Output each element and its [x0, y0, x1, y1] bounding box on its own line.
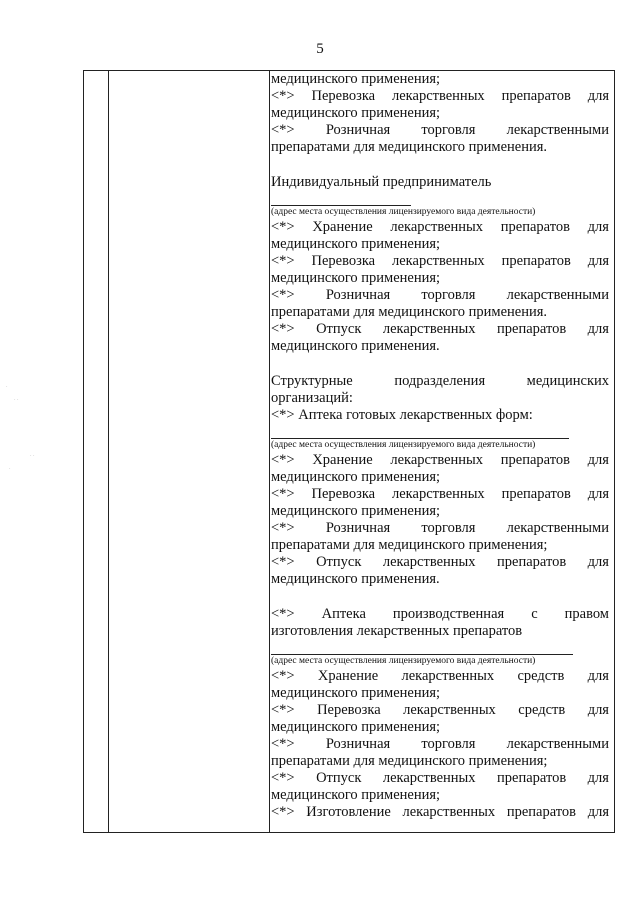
word: Розничная [325, 122, 391, 138]
text-line: медицинского применения; [271, 469, 441, 485]
scan-speck: . [9, 465, 11, 471]
word: Хранение [317, 668, 379, 684]
justified-line [271, 520, 609, 537]
text-line: медицинского применения; [271, 236, 441, 252]
table-column-divider [108, 71, 109, 832]
justified-line [271, 122, 609, 139]
word: <*> [271, 452, 295, 468]
scan-speck: . [6, 383, 8, 389]
table-column-divider [269, 71, 270, 832]
address-caption: (адрес места осуществления лицензируемого вида деятельности) [271, 656, 536, 666]
text-line: медицинского применения; [271, 685, 441, 701]
justified-line [271, 770, 609, 787]
word: Розничная [325, 736, 391, 752]
word: Отпуск [316, 554, 362, 570]
justified-line [271, 606, 609, 623]
word: препаратов [501, 88, 571, 104]
word: препаратов [500, 452, 570, 468]
justified-line [271, 668, 609, 685]
word: для [587, 804, 609, 820]
word: для [587, 702, 609, 718]
text-line: медицинского применения. [271, 338, 440, 354]
word: для [587, 554, 609, 570]
word: торговля [421, 287, 476, 303]
word: с [531, 606, 538, 622]
word: препаратов [506, 804, 577, 820]
word: Хранение [312, 452, 373, 468]
justified-line [271, 486, 609, 503]
word: торговля [421, 520, 476, 536]
word: <*> [271, 88, 295, 104]
word: Розничная [325, 520, 391, 536]
justified-line [271, 219, 609, 236]
scan-speck: . . [30, 452, 35, 458]
justified-line [271, 702, 609, 719]
word: Хранение [312, 219, 373, 235]
word: для [587, 668, 609, 684]
word: <*> [271, 219, 295, 235]
word: препаратов [497, 554, 567, 570]
section-title-production-pharmacy: изготовления лекарственных препаратов [271, 623, 523, 639]
word: подразделения [394, 373, 486, 389]
justified-line [271, 287, 609, 304]
word: лекарственными [506, 287, 609, 303]
justified-line [271, 736, 609, 753]
word: <*> [271, 253, 295, 269]
text-line: медицинского применения; [271, 270, 441, 286]
section-title-pharmacy: <*> Аптека готовых лекарственных форм: [271, 407, 533, 423]
word: средств [518, 702, 566, 718]
word: препаратов [500, 219, 570, 235]
word: Отпуск [316, 770, 362, 786]
word: производственная [392, 606, 505, 622]
text-line: медицинского применения. [271, 571, 440, 587]
word: <*> [271, 486, 295, 502]
text-line: медицинского применения; [271, 71, 441, 87]
document-table [83, 70, 615, 833]
word: для [587, 321, 609, 337]
text-line: препаратами для медицинского применения; [271, 537, 548, 553]
word: <*> [271, 770, 295, 786]
justified-line [271, 804, 609, 821]
word: для [587, 219, 609, 235]
justified-line [271, 452, 609, 469]
word: препаратов [501, 486, 571, 502]
word: лекарственных [382, 554, 476, 570]
word: лекарственными [506, 122, 609, 138]
word: <*> [271, 122, 295, 138]
word: лекарственных [392, 88, 485, 104]
word: препаратов [497, 321, 567, 337]
address-caption: (адрес места осуществления лицензируемого вида деятельности) [271, 440, 536, 450]
word: препаратов [501, 253, 571, 269]
word: для [587, 452, 609, 468]
section-title-ip: Индивидуальный предприниматель [271, 174, 492, 190]
word: для [587, 486, 609, 502]
word: для [587, 770, 609, 786]
text-line: препаратами для медицинского применения. [271, 139, 548, 155]
word: для [587, 88, 609, 104]
word: Перевозка [311, 88, 376, 104]
word: Структурные [271, 373, 353, 389]
table-content-cell [271, 71, 609, 821]
word: лекарственных [401, 668, 495, 684]
word: правом [564, 606, 609, 622]
text-line: медицинского применения; [271, 105, 441, 121]
word: Перевозка [317, 702, 381, 718]
word: Аптека [321, 606, 366, 622]
address-caption: (адрес места осуществления лицензируемого вида деятельности) [271, 207, 536, 217]
scan-speck: . . [14, 396, 19, 402]
word: медицинских [526, 373, 609, 389]
word: лекарственных [392, 486, 485, 502]
justified-line [271, 321, 609, 338]
text-line: организаций: [271, 390, 353, 406]
word: лекарственных [382, 770, 476, 786]
word: средств [517, 668, 565, 684]
word: лекарственных [390, 452, 484, 468]
word: <*> [271, 804, 295, 820]
word: Перевозка [311, 486, 376, 502]
word: <*> [271, 736, 295, 752]
word: для [587, 253, 609, 269]
word: <*> [271, 321, 295, 337]
text-line: медицинского применения; [271, 503, 441, 519]
word: Отпуск [316, 321, 362, 337]
justified-line [271, 554, 609, 571]
word: лекарственных [390, 219, 484, 235]
word: Изготовление [306, 804, 391, 820]
word: лекарственных [382, 321, 476, 337]
word: препаратов [497, 770, 567, 786]
word: <*> [271, 287, 295, 303]
word: <*> [271, 520, 295, 536]
word: <*> [271, 606, 295, 622]
word: <*> [271, 554, 295, 570]
word: Перевозка [311, 253, 376, 269]
justified-line [271, 88, 609, 105]
text-line: препаратами для медицинского применения; [271, 753, 548, 769]
word: лекарственными [506, 736, 609, 752]
justified-line [271, 373, 609, 390]
word: лекарственными [506, 520, 609, 536]
word: торговля [421, 736, 476, 752]
text-line: медицинского применения; [271, 787, 441, 803]
word: лекарственных [392, 253, 485, 269]
justified-line [271, 253, 609, 270]
word: <*> [271, 702, 295, 718]
page-number: 5 [316, 41, 324, 57]
word: лекарственных [403, 702, 496, 718]
word: торговля [421, 122, 476, 138]
word: <*> [271, 668, 295, 684]
word: Розничная [325, 287, 391, 303]
word: лекарственных [402, 804, 496, 820]
text-line: медицинского применения; [271, 719, 441, 735]
text-line: препаратами для медицинского применения. [271, 304, 548, 320]
